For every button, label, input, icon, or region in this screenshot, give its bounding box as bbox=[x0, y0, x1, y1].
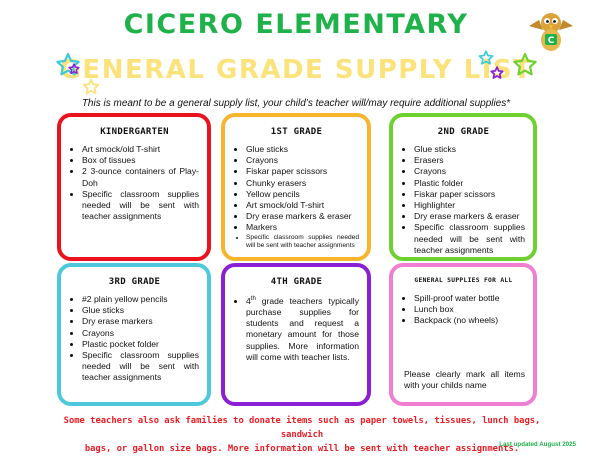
fourth-grade-title: 4TH GRADE bbox=[270, 277, 323, 287]
star-icon bbox=[490, 66, 504, 80]
list-item: • Backpack (no wheels) bbox=[414, 315, 525, 326]
list-item: • Glue sticks bbox=[82, 305, 199, 316]
donation-line-1: Some teachers also ask families to donate items such as paper towels, tissues, lunch bags, sandwich bbox=[63, 416, 541, 440]
first-grade-title: 1ST GRADE bbox=[270, 127, 323, 137]
school-title: CICERO ELEMENTARY bbox=[123, 9, 469, 40]
list-item: • Dry erase markers bbox=[82, 316, 199, 327]
list-item: • Highlighter bbox=[414, 200, 525, 211]
general-supplies-list bbox=[402, 293, 525, 327]
list-item: • Fiskar paper scissors bbox=[414, 189, 525, 200]
list-item: • Crayons bbox=[414, 166, 525, 177]
first-grade-card bbox=[221, 113, 371, 261]
third-grade-list bbox=[70, 294, 199, 384]
list-item: • Plastic folder bbox=[414, 178, 525, 189]
grade-suffix: th bbox=[250, 296, 256, 302]
list-item: • Crayons bbox=[82, 328, 199, 339]
label-note: Please clearly mark all items with your childs name bbox=[404, 368, 525, 390]
list-item: • Plastic pocket folder bbox=[82, 339, 199, 350]
list-item: • Chunky erasers bbox=[246, 178, 359, 189]
svg-text:C: C bbox=[547, 36, 555, 46]
list-item: • Glue sticks bbox=[414, 144, 525, 155]
list-item: • Specific classroom supplies needed will be sent with teacher assignments bbox=[82, 189, 199, 223]
list-item: • 2 3-ounce containers of Play-Doh bbox=[82, 166, 199, 188]
list-item: • Crayons bbox=[246, 155, 359, 166]
kindergarten-card bbox=[57, 113, 211, 261]
second-grade-title: 2ND GRADE bbox=[437, 127, 490, 137]
general-supplies-card bbox=[389, 263, 537, 406]
second-grade-list bbox=[402, 144, 525, 256]
intro-text: This is meant to be a general supply list, your child’s teacher will/may require additional supplies* bbox=[81, 98, 511, 109]
list-item bbox=[246, 294, 359, 363]
list-item: • Yellow pencils bbox=[246, 189, 359, 200]
list-item: • Markers bbox=[246, 222, 359, 233]
list-item: • Box of tissues bbox=[82, 155, 199, 166]
kindergarten-list bbox=[70, 144, 199, 222]
list-item: • Art smock/old T-shirt bbox=[82, 144, 199, 155]
star-icon bbox=[82, 78, 100, 96]
donation-line-2: bags, or gallon size bags. More information will be sent with teacher assignments. bbox=[84, 444, 520, 454]
kindergarten-title: KINDERGARTEN bbox=[100, 127, 169, 137]
list-item: • Dry erase markers & eraser bbox=[414, 211, 525, 222]
general-supplies-title: GENERAL SUPPLIES FOR ALL bbox=[414, 277, 513, 284]
star-icon bbox=[68, 63, 80, 75]
list-item: • Fiskar paper scissors bbox=[246, 166, 359, 177]
second-grade-card bbox=[389, 113, 537, 261]
first-grade-list bbox=[234, 144, 359, 250]
list-item: • Specific classroom supplies needed will be sent with teacher assignments bbox=[414, 222, 525, 256]
list-item: • Lunch box bbox=[414, 304, 525, 315]
third-grade-title: 3RD GRADE bbox=[108, 277, 161, 287]
list-item: • Spill-proof water bottle bbox=[414, 293, 525, 304]
list-item: • Specific classroom supplies needed will be sent with teacher assignments bbox=[82, 350, 199, 384]
fourth-grade-card bbox=[221, 263, 371, 406]
last-updated: Last updated August 2025 bbox=[499, 441, 576, 448]
fourth-grade-text: grade teachers typically purchase supplies for students and request a monetary amount for those supplies. More information will come with teacher lists. bbox=[246, 295, 359, 362]
list-item: • Art smock/old T-shirt bbox=[246, 200, 359, 211]
list-item: • Dry erase markers & eraser bbox=[246, 211, 359, 222]
donation-note bbox=[52, 414, 552, 456]
grade-number: 4 bbox=[246, 295, 251, 306]
list-item: • Glue sticks bbox=[246, 144, 359, 155]
list-item-note: • Specific classroom supplies needed will be sent with teacher assignments bbox=[246, 234, 359, 250]
list-item: • Erasers bbox=[414, 155, 525, 166]
star-icon bbox=[478, 50, 494, 66]
fourth-grade-list bbox=[234, 294, 359, 363]
list-title: GENERAL GRADE SUPPLY LIST bbox=[59, 55, 533, 85]
third-grade-card bbox=[57, 263, 211, 406]
eagle-mascot-icon bbox=[525, 8, 577, 52]
star-icon bbox=[512, 52, 538, 78]
list-item: • #2 plain yellow pencils bbox=[82, 294, 199, 305]
